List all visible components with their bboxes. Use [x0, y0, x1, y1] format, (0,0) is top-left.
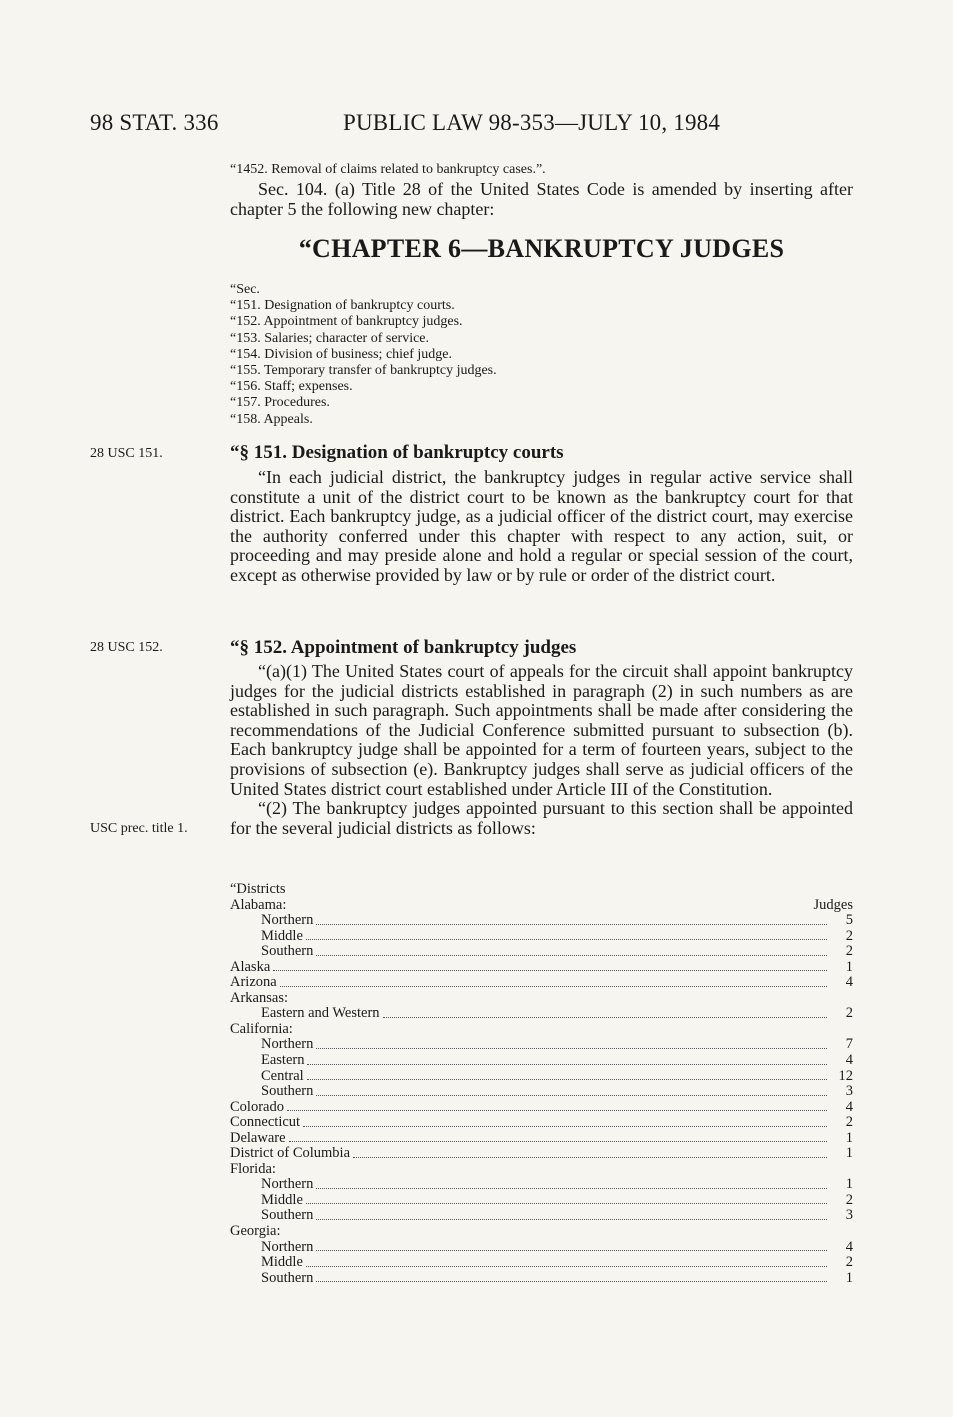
- districts-table: [230, 882, 853, 1286]
- district-name: District of Columbia: [230, 1145, 351, 1162]
- leader-dots: [316, 1250, 827, 1251]
- leader-dots: [316, 955, 827, 956]
- district-row: [230, 1006, 853, 1022]
- judges-count: 2: [845, 1114, 853, 1131]
- district-row: [230, 1271, 853, 1287]
- judges-count: 2: [845, 927, 853, 944]
- district-row: [230, 944, 853, 960]
- district-row: [230, 929, 853, 945]
- judges-count: 4: [845, 1052, 853, 1069]
- district-name: Middle: [261, 1254, 303, 1271]
- district-row: [230, 1240, 853, 1256]
- toc-item: “155. Temporary transfer of bankruptcy judges.: [230, 363, 497, 379]
- district-name: Southern: [261, 1083, 314, 1100]
- section-151-body: [230, 468, 853, 586]
- district-name: Northern: [261, 1036, 314, 1053]
- toc-item: “154. Division of business; chief judge.: [230, 346, 453, 362]
- leader-dots: [306, 1266, 827, 1267]
- judges-count: 4: [845, 974, 853, 991]
- leader-dots: [316, 1219, 827, 1220]
- district-row: [230, 1162, 853, 1178]
- leader-dots: [383, 1017, 827, 1018]
- district-row: [230, 1022, 853, 1038]
- district-name: Eastern and Western: [261, 1005, 380, 1022]
- district-row: [230, 1100, 853, 1116]
- margin-note-28-usc-152: 28 USC 152.: [90, 640, 163, 655]
- district-name: Eastern: [261, 1052, 305, 1069]
- toc-item: “151. Designation of bankruptcy courts.: [230, 298, 455, 314]
- judges-count: 1: [845, 1176, 853, 1193]
- district-name: Northern: [261, 1238, 314, 1255]
- leader-dots: [307, 1079, 827, 1080]
- leader-dots: [316, 1188, 827, 1189]
- judges-count: 1: [845, 1145, 853, 1162]
- district-row: [230, 1177, 853, 1193]
- margin-note-28-usc-151: 28 USC 151.: [90, 446, 163, 461]
- toc-item: “153. Salaries; character of service.: [230, 330, 430, 346]
- district-name: Alaska: [230, 958, 271, 975]
- leader-dots: [316, 1095, 827, 1096]
- district-name: Georgia:: [230, 1223, 281, 1240]
- leader-dots: [303, 1126, 827, 1127]
- district-name: Arkansas:: [230, 989, 288, 1006]
- district-row: [230, 1193, 853, 1209]
- leader-dots: [306, 1203, 827, 1204]
- section-152-heading: “§ 152. Appointment of bankruptcy judges: [230, 637, 577, 658]
- removal-claims-line: “1452. Removal of claims related to bankruptcy cases.”.: [230, 162, 546, 177]
- section-152-body: [230, 662, 853, 838]
- judges-label: Judges: [813, 896, 853, 913]
- judges-count: 2: [845, 943, 853, 960]
- district-name: Southern: [261, 1269, 314, 1286]
- district-name: Florida:: [230, 1160, 276, 1177]
- district-row: [230, 1131, 853, 1147]
- judges-count: 1: [845, 958, 853, 975]
- toc-item: “156. Staff; expenses.: [230, 379, 353, 395]
- judges-count: 12: [838, 1067, 853, 1084]
- page-stat-number: 98 STAT. 336: [90, 110, 219, 135]
- district-row: [230, 1069, 853, 1085]
- district-name: Connecticut: [230, 1114, 301, 1131]
- district-row: [230, 1208, 853, 1224]
- section-151-heading: “§ 151. Designation of bankruptcy courts: [230, 442, 564, 463]
- toc-item: “152. Appointment of bankruptcy judges.: [230, 314, 463, 330]
- district-name: Central: [261, 1067, 304, 1084]
- district-name: Middle: [261, 1191, 303, 1208]
- leader-dots: [287, 1110, 827, 1111]
- judges-count: 3: [845, 1207, 853, 1224]
- district-name: Arizona: [230, 974, 277, 991]
- district-name: Alabama:: [230, 896, 287, 913]
- district-name: Middle: [261, 927, 303, 944]
- toc-item: “158. Appeals.: [230, 411, 313, 427]
- district-row: [230, 975, 853, 991]
- judges-count: 7: [845, 1036, 853, 1053]
- district-row: [230, 898, 853, 914]
- district-row: [230, 1084, 853, 1100]
- leader-dots: [316, 924, 827, 925]
- judges-count: 2: [845, 1005, 853, 1022]
- section-104-paragraph: [230, 180, 853, 219]
- toc-sec-label: “Sec.: [230, 282, 260, 297]
- leader-dots: [316, 1281, 827, 1282]
- district-name: Southern: [261, 1207, 314, 1224]
- district-name: Delaware: [230, 1129, 286, 1146]
- districts-label: “Districts: [230, 881, 286, 897]
- district-row: [230, 960, 853, 976]
- districts-header: [230, 882, 853, 898]
- leader-dots: [289, 1141, 827, 1142]
- leader-dots: [353, 1157, 827, 1158]
- judges-count: 4: [845, 1238, 853, 1255]
- leader-dots: [306, 939, 827, 940]
- district-row: [230, 1037, 853, 1053]
- judges-count: 5: [845, 912, 853, 929]
- toc-item: “157. Procedures.: [230, 395, 330, 411]
- district-row: [230, 1053, 853, 1069]
- section-152-para-a1: “(a)(1) The United States court of appeals for the circuit shall appoint bankruptcy judges for the judicial districts established in paragraph (2) in such numbers as are established in such paragraph. Such appointments shall be made after considering the recommendations of the Judicial Conference submitted pursuant to subsection (b). Each bankruptcy judge shall be appointed for a term of fourteen years, subject to the provisions of subsection (e). Bankruptcy judges shall serve as judicial officers of the United States district court established under Article III of the Constitution.: [230, 661, 853, 799]
- judges-count: 2: [845, 1254, 853, 1271]
- leader-dots: [280, 986, 827, 987]
- district-row: [230, 1146, 853, 1162]
- district-name: California:: [230, 1020, 293, 1037]
- chapter-title: “CHAPTER 6—BANKRUPTCY JUDGES: [298, 234, 785, 263]
- section-104-text: Sec. 104. (a) Title 28 of the United States Code is amended by inserting after chapter 5 the following new chapter:: [230, 179, 853, 219]
- district-row: [230, 1224, 853, 1240]
- district-row: [230, 991, 853, 1007]
- district-name: Southern: [261, 943, 314, 960]
- leader-dots: [316, 1048, 827, 1049]
- judges-count: 4: [845, 1098, 853, 1115]
- judges-count: 2: [845, 1191, 853, 1208]
- leader-dots: [307, 1064, 827, 1065]
- leader-dots: [273, 970, 827, 971]
- district-name: Colorado: [230, 1098, 284, 1115]
- margin-note-usc-prec-title-1: USC prec. title 1.: [90, 821, 188, 836]
- judges-count: 1: [845, 1129, 853, 1146]
- section-152-para-a2: “(2) The bankruptcy judges appointed pursuant to this section shall be appointed for the several judicial districts as follows:: [230, 798, 853, 838]
- chapter-toc: [230, 282, 853, 428]
- section-151-text: “In each judicial district, the bankruptcy judges in regular active service shall constitute a unit of the district court to be known as the bankruptcy court for that district. Each bankruptcy judge, as a judicial officer of the district court, may exercise the authority conferred under this chapter with respect to any action, suit, or proceeding and may preside alone and hold a regular or special session of the court, except as otherwise provided by law or by rule or order of the district court.: [230, 467, 853, 585]
- judges-count: 1: [845, 1269, 853, 1286]
- district-name: Northern: [261, 1176, 314, 1193]
- page-law-title: PUBLIC LAW 98-353—JULY 10, 1984: [343, 110, 721, 135]
- judges-count: 3: [845, 1083, 853, 1100]
- district-row: [230, 913, 853, 929]
- district-name: Northern: [261, 912, 314, 929]
- district-row: [230, 1255, 853, 1271]
- district-row: [230, 1115, 853, 1131]
